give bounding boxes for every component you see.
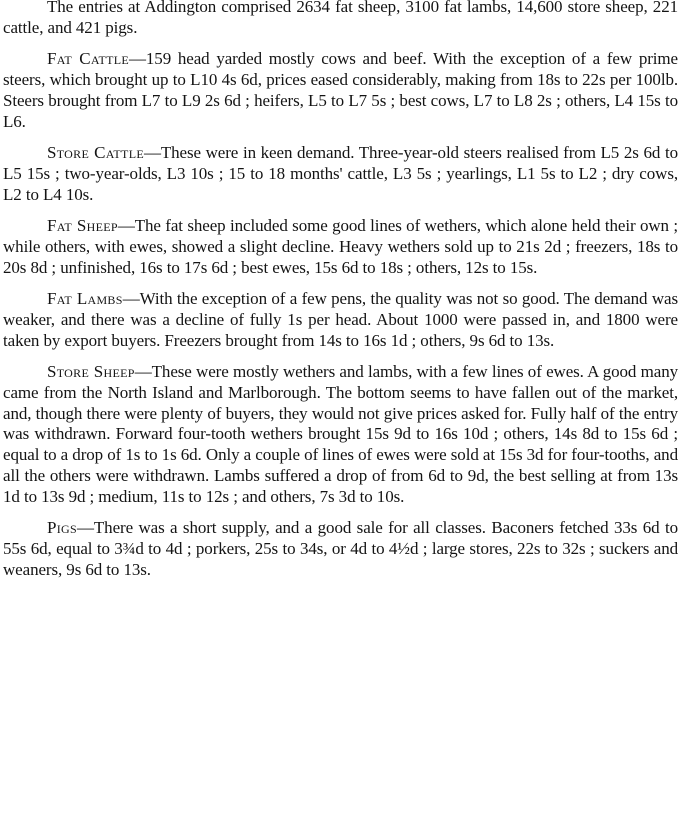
section-text: —159 head yarded mostly cows and beef. With the exception of a few prime steers, which brought up to L10 4s 6d, prices eased considerably, making from 18s to 22s per 100lb. Steers brought from L7 to L9 2s 6d ; heifers, L5 to L7 5s ; best cows, L7 to L8 2s ; others, L4 15s to L6. [3,49,678,131]
section-text: —There was a short supply, and a good sale for all classes. Baconers fetched 33s 6d to 55s 6d, equal to 3¾d to 4d ; porkers, 25s to 34s, or 4d to 4½d ; large stores, 22s to 32s ; suckers and weaners, 9s 6d to 13s. [3,518,678,579]
section-fat-sheep [3,216,678,278]
intro-paragraph [3,0,678,39]
section-fat-cattle [3,49,678,132]
section-pigs [3,518,678,580]
intro-text: The entries at Addington comprised 2634 fat sheep, 3100 fat lambs, 14,600 store sheep, 221 cattle, and 421 pigs. [3,0,678,37]
section-text: —These were mostly wethers and lambs, with a few lines of ewes. A good many came from the North Island and Marlborough. The bottom seems to have fallen out of the market, and, though there were plenty of buyers, they would not give prices asked for. Fully half of the entry was withdrawn. Forward four-tooth wethers brought 15s 9d to 16s 10d ; others, 14s 8d to 15s 6d ; equal to a drop of 1s to 1s 6d. Only a couple of lines of ewes were sold at 15s 3d for four-tooths, and all the others were withdrawn. Lambs suffered a drop of from 6d to 9d, the best selling at from 13s 1d to 13s 9d ; medium, 11s to 12s ; and others, 7s 3d to 10s. [3,361,678,506]
section-text: —These were in keen demand. Three-year-old steers realised from L5 2s 6d to L5 15s ; two-year-olds, L3 10s ; 15 to 18 months' cattle, L3 5s ; yearlings, L1 5s to L2 ; dry cows, L2 to L4 10s. [3,142,678,204]
section-text: —The fat sheep included some good lines of wethers, which alone held their own ; while others, with ewes, showed a slight decline. Heavy wethers sold up to 21s 2d ; freezers, 18s to 20s 8d ; unfinished, 16s to 17s 6d ; best ewes, 15s 6d to 18s ; others, 12s to 15s. [3,215,679,277]
section-store-cattle [3,143,678,205]
section-fat-lambs [3,289,678,351]
section-heading: Store Sheep [47,361,135,381]
section-heading: Pigs [47,518,77,538]
section-heading: Fat Cattle [47,49,129,69]
section-heading: Store Cattle [47,142,144,162]
section-heading: Fat Lambs [47,288,123,308]
section-store-sheep [3,362,678,508]
section-text: —With the exception of a few pens, the quality was not so good. The demand was weaker, and there was a decline of fully 1s per head. About 1000 were passed in, and 1800 were taken by export buyers. Freezers brought from 14s to 16s 1d ; others, 9s 6d to 13s. [3,288,678,350]
section-heading: Fat Sheep [47,215,118,235]
